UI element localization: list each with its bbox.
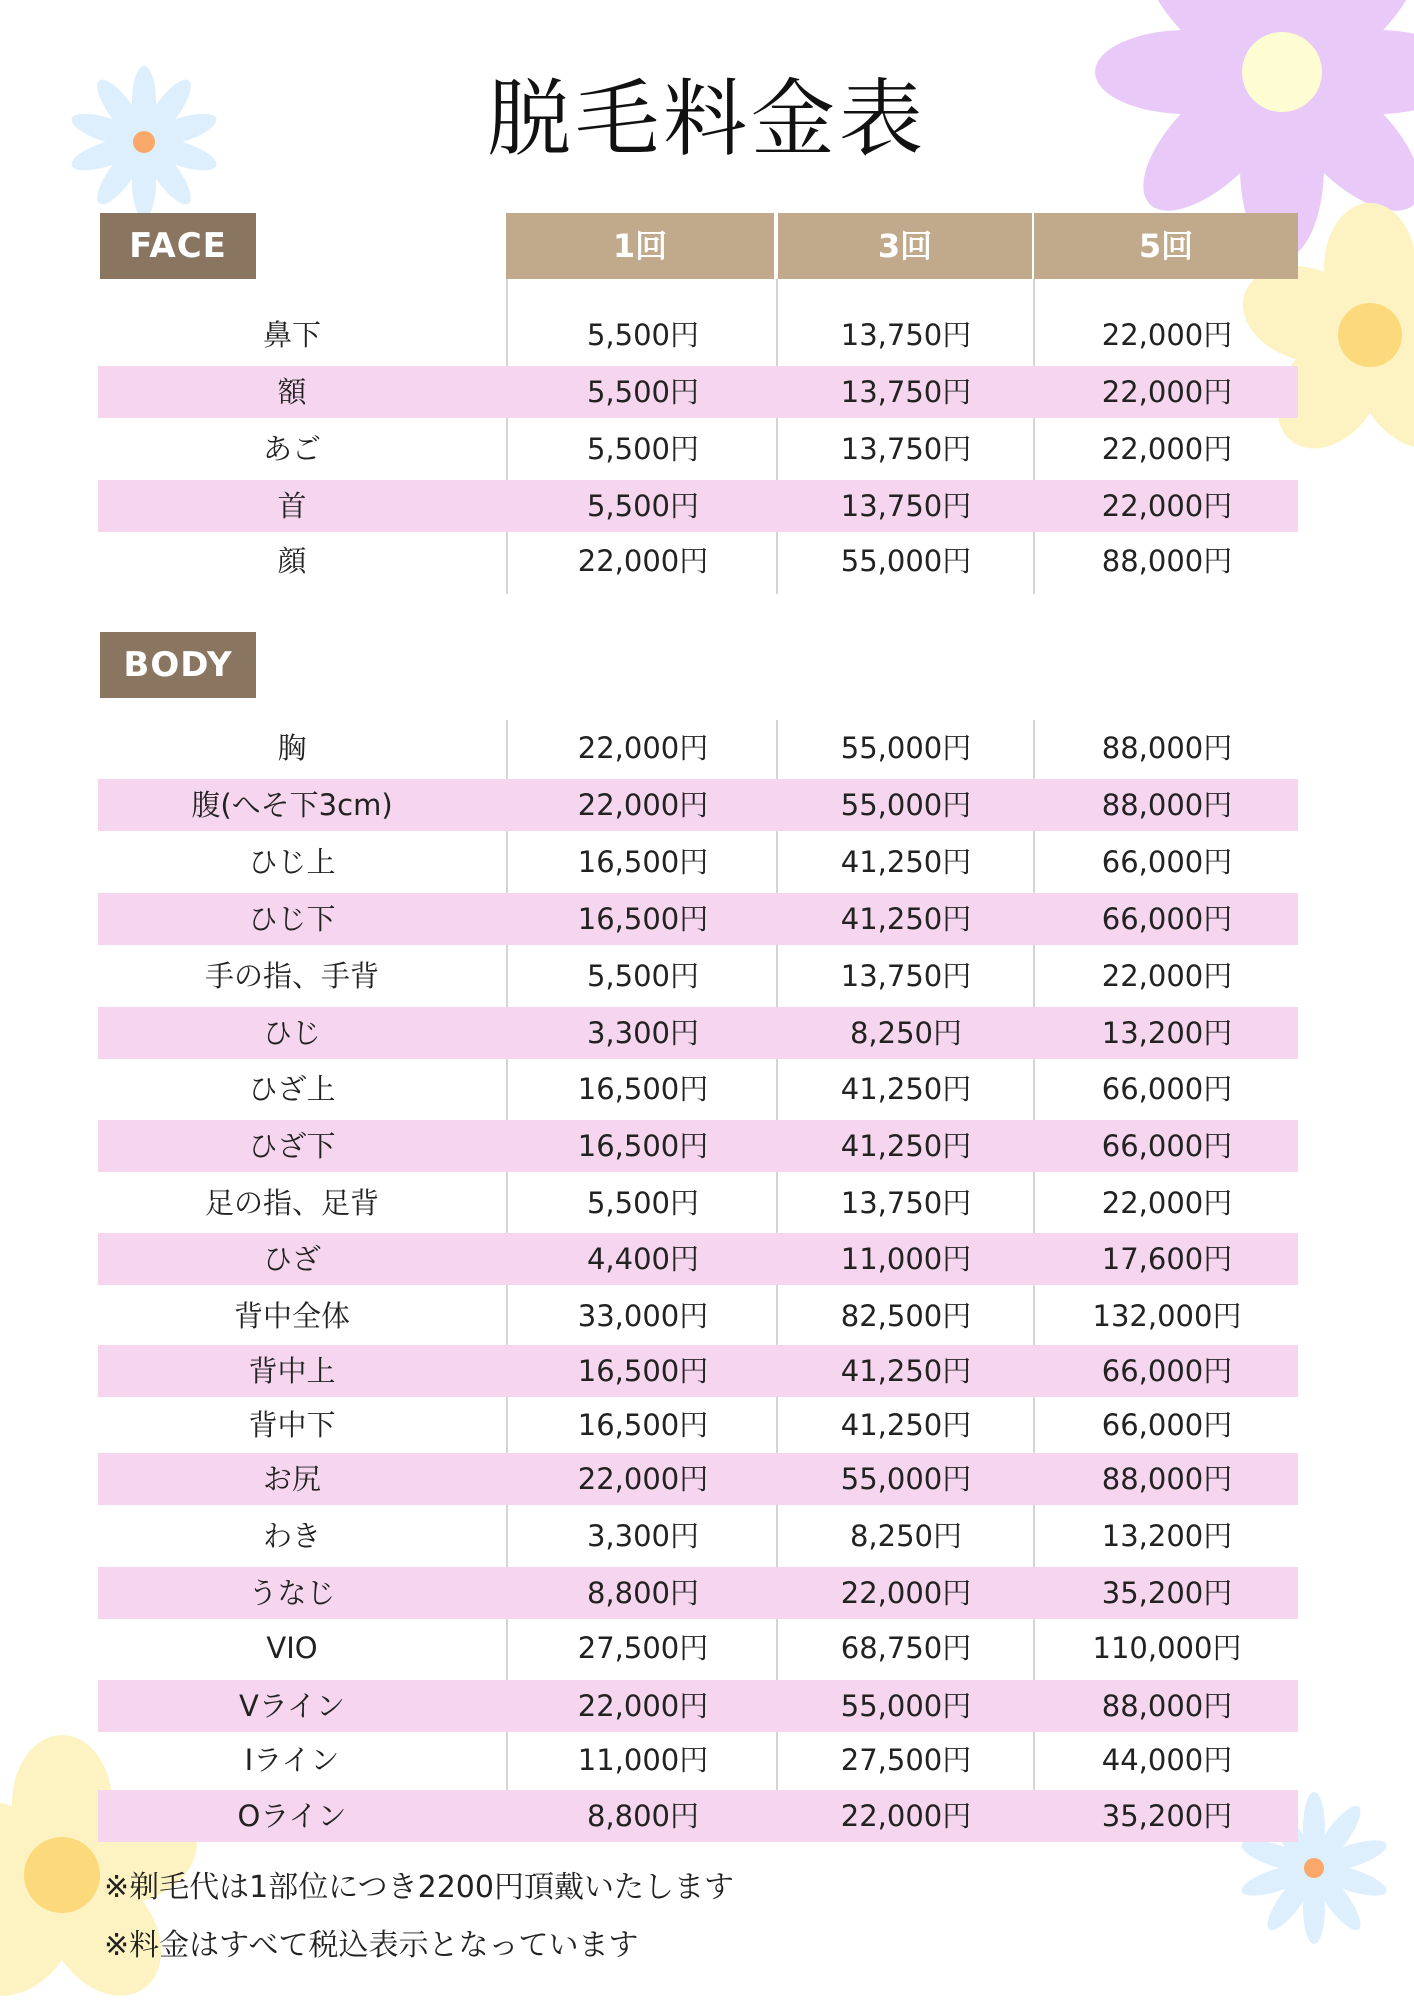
table-row bbox=[98, 1734, 1298, 1786]
price-1x-cell: 16,500円 bbox=[577, 1129, 709, 1163]
table-row bbox=[98, 1007, 1298, 1059]
price-3x-cell: 13,750円 bbox=[840, 1186, 972, 1220]
price-5x-cell: 22,000円 bbox=[1101, 959, 1233, 993]
price-3x-cell: 82,500円 bbox=[840, 1299, 972, 1333]
column-header-1x: 1回 bbox=[506, 213, 774, 279]
price-3x-cell: 8,250円 bbox=[849, 1519, 963, 1553]
price-1x-cell: 16,500円 bbox=[577, 1072, 709, 1106]
price-5x-cell: 110,000円 bbox=[1092, 1631, 1242, 1665]
price-3x-cell: 27,500円 bbox=[840, 1743, 972, 1777]
table-row bbox=[98, 779, 1298, 831]
table-row bbox=[98, 1680, 1298, 1732]
part-cell: 額 bbox=[277, 375, 307, 409]
table-row bbox=[98, 309, 1298, 361]
price-1x-cell: 5,500円 bbox=[586, 375, 700, 409]
part-cell: 手の指、手背 bbox=[204, 959, 379, 993]
price-1x-cell: 3,300円 bbox=[586, 1519, 700, 1553]
table-row bbox=[98, 1399, 1298, 1451]
part-cell: あご bbox=[262, 432, 321, 466]
price-3x-cell: 41,250円 bbox=[840, 1354, 972, 1388]
price-5x-cell: 35,200円 bbox=[1101, 1576, 1233, 1610]
table-row bbox=[98, 1567, 1298, 1619]
price-3x-cell: 22,000円 bbox=[840, 1799, 972, 1833]
price-5x-cell: 132,000円 bbox=[1092, 1299, 1242, 1333]
table-row bbox=[98, 366, 1298, 418]
price-3x-cell: 41,250円 bbox=[840, 1408, 972, 1442]
price-3x-cell: 13,750円 bbox=[840, 375, 972, 409]
part-cell: 足の指、足背 bbox=[204, 1186, 379, 1220]
table-row bbox=[98, 722, 1298, 774]
price-1x-cell: 22,000円 bbox=[577, 788, 709, 822]
part-cell: 腹(へそ下3cm) bbox=[191, 788, 393, 822]
price-5x-cell: 22,000円 bbox=[1101, 489, 1233, 523]
price-1x-cell: 8,800円 bbox=[586, 1799, 700, 1833]
price-5x-cell: 13,200円 bbox=[1101, 1016, 1233, 1050]
part-cell: ひじ下 bbox=[248, 902, 336, 936]
price-1x-cell: 22,000円 bbox=[577, 1689, 709, 1723]
price-5x-cell: 35,200円 bbox=[1101, 1799, 1233, 1833]
price-5x-cell: 22,000円 bbox=[1101, 432, 1233, 466]
part-cell: ひざ bbox=[262, 1242, 321, 1276]
note-tax-included: ※料金はすべて税込表示となっています bbox=[104, 1928, 639, 1963]
price-5x-cell: 66,000円 bbox=[1101, 1408, 1233, 1442]
table-row bbox=[98, 480, 1298, 532]
price-1x-cell: 4,400円 bbox=[586, 1242, 700, 1276]
part-cell: 鼻下 bbox=[262, 318, 321, 352]
price-5x-cell: 22,000円 bbox=[1101, 375, 1233, 409]
price-3x-cell: 41,250円 bbox=[840, 902, 972, 936]
table-row bbox=[98, 535, 1298, 587]
price-5x-cell: 88,000円 bbox=[1101, 788, 1233, 822]
price-3x-cell: 13,750円 bbox=[840, 432, 972, 466]
price-1x-cell: 5,500円 bbox=[586, 959, 700, 993]
part-cell: Vライン bbox=[239, 1689, 345, 1723]
table-row bbox=[98, 1233, 1298, 1285]
part-cell: Iライン bbox=[244, 1743, 340, 1777]
table-row bbox=[98, 1345, 1298, 1397]
part-cell: VIO bbox=[266, 1631, 318, 1665]
price-5x-cell: 88,000円 bbox=[1101, 731, 1233, 765]
table-row bbox=[98, 1790, 1298, 1842]
price-1x-cell: 5,500円 bbox=[586, 1186, 700, 1220]
part-cell: お尻 bbox=[262, 1462, 321, 1496]
part-cell: 首 bbox=[277, 489, 307, 523]
price-3x-cell: 55,000円 bbox=[840, 731, 972, 765]
price-5x-cell: 66,000円 bbox=[1101, 902, 1233, 936]
price-5x-cell: 66,000円 bbox=[1101, 1129, 1233, 1163]
price-1x-cell: 3,300円 bbox=[586, 1016, 700, 1050]
price-5x-cell: 13,200円 bbox=[1101, 1519, 1233, 1553]
part-cell: 背中上 bbox=[248, 1354, 336, 1388]
part-cell: 顔 bbox=[277, 544, 307, 578]
price-5x-cell: 44,000円 bbox=[1101, 1743, 1233, 1777]
note-shaving-fee: ※剃毛代は1部位につき2200円頂戴いたします bbox=[104, 1870, 734, 1905]
table-row bbox=[98, 1622, 1298, 1674]
price-3x-cell: 22,000円 bbox=[840, 1576, 972, 1610]
price-1x-cell: 33,000円 bbox=[577, 1299, 709, 1333]
table-row bbox=[98, 1510, 1298, 1562]
section-label-face: FACE bbox=[100, 213, 256, 279]
table-row bbox=[98, 1177, 1298, 1229]
part-cell: ひじ上 bbox=[248, 845, 336, 879]
price-1x-cell: 11,000円 bbox=[577, 1743, 709, 1777]
price-1x-cell: 22,000円 bbox=[577, 731, 709, 765]
price-5x-cell: 17,600円 bbox=[1101, 1242, 1233, 1276]
part-cell: Oライン bbox=[237, 1799, 347, 1833]
table-row bbox=[98, 1453, 1298, 1505]
price-5x-cell: 66,000円 bbox=[1101, 1072, 1233, 1106]
part-cell: ひざ下 bbox=[248, 1129, 336, 1163]
page-title: 脱毛料金表 bbox=[486, 70, 927, 168]
price-1x-cell: 8,800円 bbox=[586, 1576, 700, 1610]
price-3x-cell: 41,250円 bbox=[840, 1129, 972, 1163]
price-3x-cell: 68,750円 bbox=[840, 1631, 972, 1665]
price-3x-cell: 55,000円 bbox=[840, 1462, 972, 1496]
price-1x-cell: 5,500円 bbox=[586, 489, 700, 523]
part-cell: 背中下 bbox=[248, 1408, 336, 1442]
price-5x-cell: 22,000円 bbox=[1101, 318, 1233, 352]
table-row bbox=[98, 1290, 1298, 1342]
price-1x-cell: 5,500円 bbox=[586, 318, 700, 352]
price-1x-cell: 22,000円 bbox=[577, 544, 709, 578]
price-3x-cell: 55,000円 bbox=[840, 544, 972, 578]
price-1x-cell: 16,500円 bbox=[577, 845, 709, 879]
table-row bbox=[98, 950, 1298, 1002]
price-1x-cell: 5,500円 bbox=[586, 432, 700, 466]
price-5x-cell: 66,000円 bbox=[1101, 1354, 1233, 1388]
price-5x-cell: 88,000円 bbox=[1101, 1689, 1233, 1723]
price-5x-cell: 66,000円 bbox=[1101, 845, 1233, 879]
table-row bbox=[98, 423, 1298, 475]
part-cell: 胸 bbox=[277, 731, 307, 765]
price-3x-cell: 13,750円 bbox=[840, 318, 972, 352]
price-1x-cell: 16,500円 bbox=[577, 1354, 709, 1388]
section-label-body: BODY bbox=[100, 632, 256, 698]
price-1x-cell: 16,500円 bbox=[577, 1408, 709, 1442]
column-header-3x: 3回 bbox=[778, 213, 1032, 279]
part-cell: わき bbox=[262, 1519, 321, 1553]
price-3x-cell: 55,000円 bbox=[840, 788, 972, 822]
price-5x-cell: 88,000円 bbox=[1101, 1462, 1233, 1496]
price-1x-cell: 27,500円 bbox=[577, 1631, 709, 1665]
price-3x-cell: 11,000円 bbox=[840, 1242, 972, 1276]
part-cell: うなじ bbox=[248, 1576, 336, 1610]
table-row bbox=[98, 836, 1298, 888]
table-row bbox=[98, 1063, 1298, 1115]
price-5x-cell: 88,000円 bbox=[1101, 544, 1233, 578]
price-3x-cell: 55,000円 bbox=[840, 1689, 972, 1723]
price-5x-cell: 22,000円 bbox=[1101, 1186, 1233, 1220]
table-row bbox=[98, 893, 1298, 945]
price-3x-cell: 41,250円 bbox=[840, 1072, 972, 1106]
part-cell: ひざ上 bbox=[248, 1072, 336, 1106]
price-3x-cell: 41,250円 bbox=[840, 845, 972, 879]
part-cell: 背中全体 bbox=[233, 1299, 350, 1333]
price-3x-cell: 8,250円 bbox=[849, 1016, 963, 1050]
price-1x-cell: 16,500円 bbox=[577, 902, 709, 936]
part-cell: ひじ bbox=[262, 1016, 321, 1050]
price-3x-cell: 13,750円 bbox=[840, 959, 972, 993]
column-header-5x: 5回 bbox=[1034, 213, 1298, 279]
price-3x-cell: 13,750円 bbox=[840, 489, 972, 523]
price-1x-cell: 22,000円 bbox=[577, 1462, 709, 1496]
table-row bbox=[98, 1120, 1298, 1172]
